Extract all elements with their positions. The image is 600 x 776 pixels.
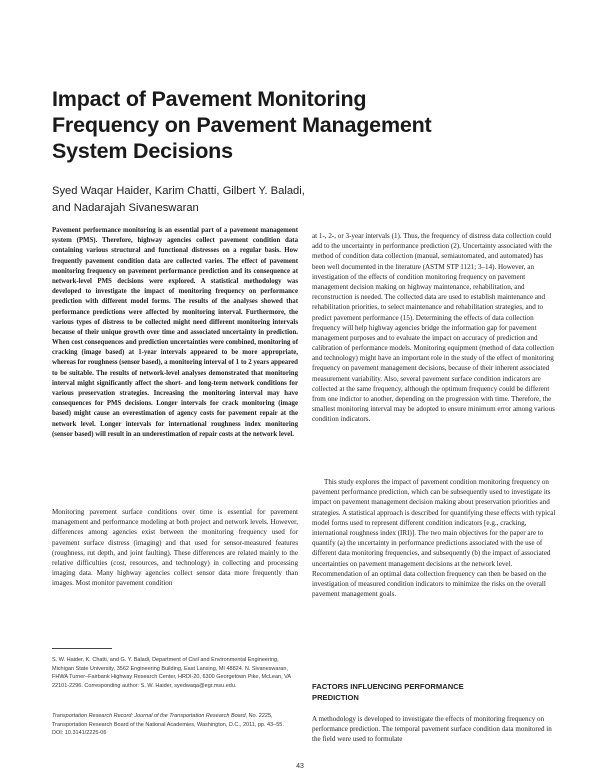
citation-footnote (52, 712, 298, 738)
authors-line-2: and Nadarajah Sivaneswaran (52, 201, 199, 214)
intro-paragraph-right-1: at 1-, 2-, or 3-year intervals (1). Thus, the frequency of distress data collection could add to the uncertainty in performance prediction (2). Uncertainty associated with the method of condition data collection (manual, semiautomated, and automated) has been well documented in the literature (ASTM STP 1121; 3–14). However, an investigation of the effects of condition monitoring frequency on pavement management decision making on highway maintenance, rehabilitation, and reconstruction is needed. The collected data are used to establish maintenance and rehabilitation priorities, to select maintenance and rehabilitation strategies, and to predict pavement performance (15). Determining the effects of data collection frequency will help highway agencies bridge the information gap for pavement management purposes and to evaluate the impact on accuracy of prediction and calibration of performance models. Monitoring equipment (method of data collection and technology) might have an important role in the study of the effect of monitoring frequency on pavement management decisions, because of their inherent associated measurement variability. Also, several pavement surface condition indicators are collected at the same frequency, although the optimum frequency could be different from one indictor to another, depending on the progression with time. Therefore, the smallest monitoring interval may be adopted to ensure minimum error among various condition indicators. (312, 232, 555, 424)
doi: DOI: 10.3141/2225-06 (52, 730, 107, 736)
authors-line-1: Syed Waqar Haider, Karim Chatti, Gilbert Y. Baladi, (52, 185, 305, 197)
intro-paragraph-right-2: This study explores the impact of pavement condition monitoring frequency on pavement performance prediction, which can be subsequently used to investigate its impact on pavement management decision making about preservation priorities and strategies. A statistical approach is described for quantifying these effects with typical model forms used to represent different condition indicators [e.g., cracking, international roughness index (IRI)]. The two main objectives for the paper are to quantify (a) the uncertainty in performance predictions associated with the use of different data monitoring frequencies, and subsequently (b) the impact of associated uncertainties on pavement management decisions at the network level. Recommendation of an optimal data collection frequency can then be based on the investigation of measured condition indicators to minimize the risks on the overall pavement management goals. (312, 478, 556, 599)
section-paragraph: A methodology is developed to investigate the effects of monitoring frequency on performance prediction. The temporal pavement surface condition data monitored in the field were used to formulate (312, 715, 552, 744)
author-affiliations-footnote: S. W. Haider, K. Chatti, and G. Y. Baladi, Department of Civil and Environmental Engineering, Michigan State University, 3562 Engineering Building, East Lansing, MI 48824. N. Sivaneswaran, FHWA Turner–Fairbank Highway Research Center, HRDI-20, 6300 Georgetown Pike, McLean, VA 22101-2296. Corresponding author: S. W. Haider, syedwaqa@egr.msu.edu. (52, 657, 291, 689)
author-list (52, 183, 382, 216)
section-heading: FACTORS INFLUENCING PERFORMANCE PREDICTION (312, 682, 464, 702)
article-title: Impact of Pavement Monitoring Frequency on Pavement Management System Decisions (52, 87, 432, 163)
journal-issue: No. 2225, Transportation Research Board of the National Academies, Washington, D.C., 2011, pp. 43–55. (52, 713, 284, 728)
footnote-divider (52, 648, 112, 649)
journal-name: Transportation Research Record: Journal of the Transportation Research Board, (52, 713, 248, 719)
page-number: 43 (296, 763, 304, 770)
intro-paragraph-left: Monitoring pavement surface conditions over time is essential for pavement management and performance modeling at both project and network levels. However, differences among agencies exist between the monitoring frequency used for pavement surface distress (imaging) and that used for sensor-measured features (roughness, rut depth, and joint faulting). These differences are related mainly to the relative difficulties (cost, resources, and technology) in collecting and processing imaging data. Many highway agencies collect sensor data more frequently than images. Most monitor pavement condition (52, 508, 298, 588)
abstract: Pavement performance monitoring is an essential part of a pavement management system (PMS). Therefore, highway agencies collect pavement condition data containing various structural and functional distresses on a regular basis. How frequently pavement condition data are collected varies. The effect of pavement monitoring frequency on pavement performance prediction and its consequence at network-level PMS decisions were explored. A statistical methodology was developed to investigate the impact of monitoring frequency on performance prediction with different model forms. The results of the analyses showed that performance predictions were affected by monitoring interval. Furthermore, the various types of distress to be collected might need different monitoring intervals because of their unique growth over time and associated uncertainty in prediction. When cost consequences and prediction uncertainties were combined, monitoring of cracking (image based) at 1-year intervals appeared to be more appropriate, whereas for roughness (sensor based), a monitoring interval of 1 to 2 years appeared to be suitable. The results of network-level analyses demonstrated that monitoring interval might significantly affect the short- and long-term network conditions for various preservation strategies. Increasing the monitoring interval may have consequences for PMS decisions. Longer intervals for crack monitoring (image based) might cause an overestimation of agency costs for pavement repair at the network level. Longer intervals for international roughness index monitoring (sensor based) will result in an underestimation of repair costs at the network level. (52, 227, 298, 438)
